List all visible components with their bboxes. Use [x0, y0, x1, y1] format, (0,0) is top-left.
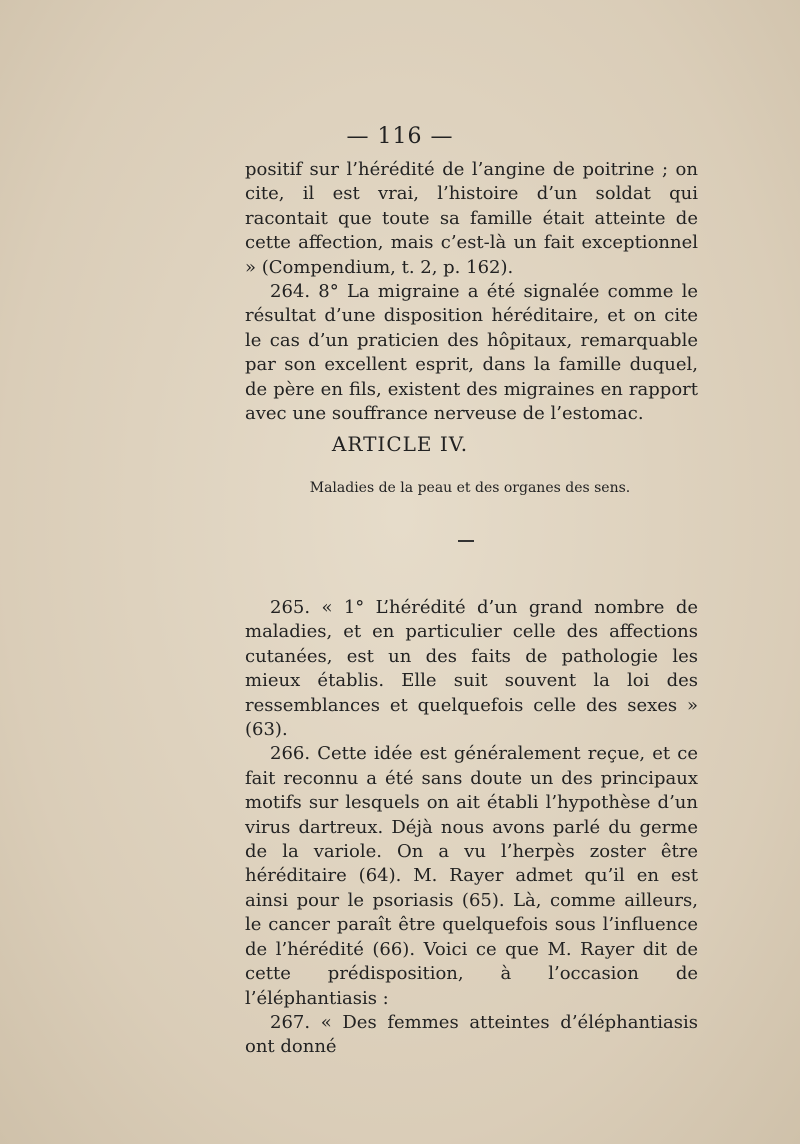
text-block-bottom [245, 596, 698, 1060]
paragraph-continuation: positif sur l’hérédité de l’angine de poitrine ; on cite, il est vrai, l’histoire d’un soldat qui racontait que toute sa famille était atteinte de cette affection, mais c’est-là un fait exceptionnel » (Compendium, t. 2, p. 162). [245, 159, 698, 278]
text-block-top [245, 158, 698, 426]
page-number: — 116 — [346, 124, 454, 149]
paragraph-267: 267. « Des femmes atteintes d’éléphantiasis ont donné [245, 1011, 698, 1058]
paragraph-265: 265. « 1° L’hérédité d’un grand nombre de maladies, et en particulier celle des affections cutanées, est un des faits de pathologie les mieux établis. Elle suit souvent la loi des ressemblances et quelquefois celle des sexes » (63). [245, 597, 698, 741]
paragraph-266: 266. Cette idée est généralement reçue, et ce fait reconnu a été sans doute un des principaux motifs sur lesquels on ait établi l’hypothèse d’un virus dartreux. Déjà nous avons parlé du germe de la variole. On a vu l’herpès zoster être héréditaire (64). M. Rayer admet qu’il en est ainsi pour le psoriasis (65). Là, comme ailleurs, le cancer paraît être quelquefois sous l’influence de l’hérédité (66). Voici ce que M. Rayer dit de cette prédisposition, à l’occasion de l’éléphantiasis : [245, 743, 698, 1009]
paragraph-264: 264. 8° La migraine a été signalée comme le résultat d’une disposition héréditaire, et on cite le cas d’un praticien des hôpitaux, remarquable par son excellent esprit, dans la famille duquel, de père en fils, existent des migraines en rapport avec une souffrance nerveuse de l’estomac. [245, 281, 698, 425]
article-heading: ARTICLE IV. [331, 432, 469, 456]
article-subtitle: Maladies de la peau et des organes des sens. [309, 480, 631, 496]
section-divider [458, 540, 474, 542]
